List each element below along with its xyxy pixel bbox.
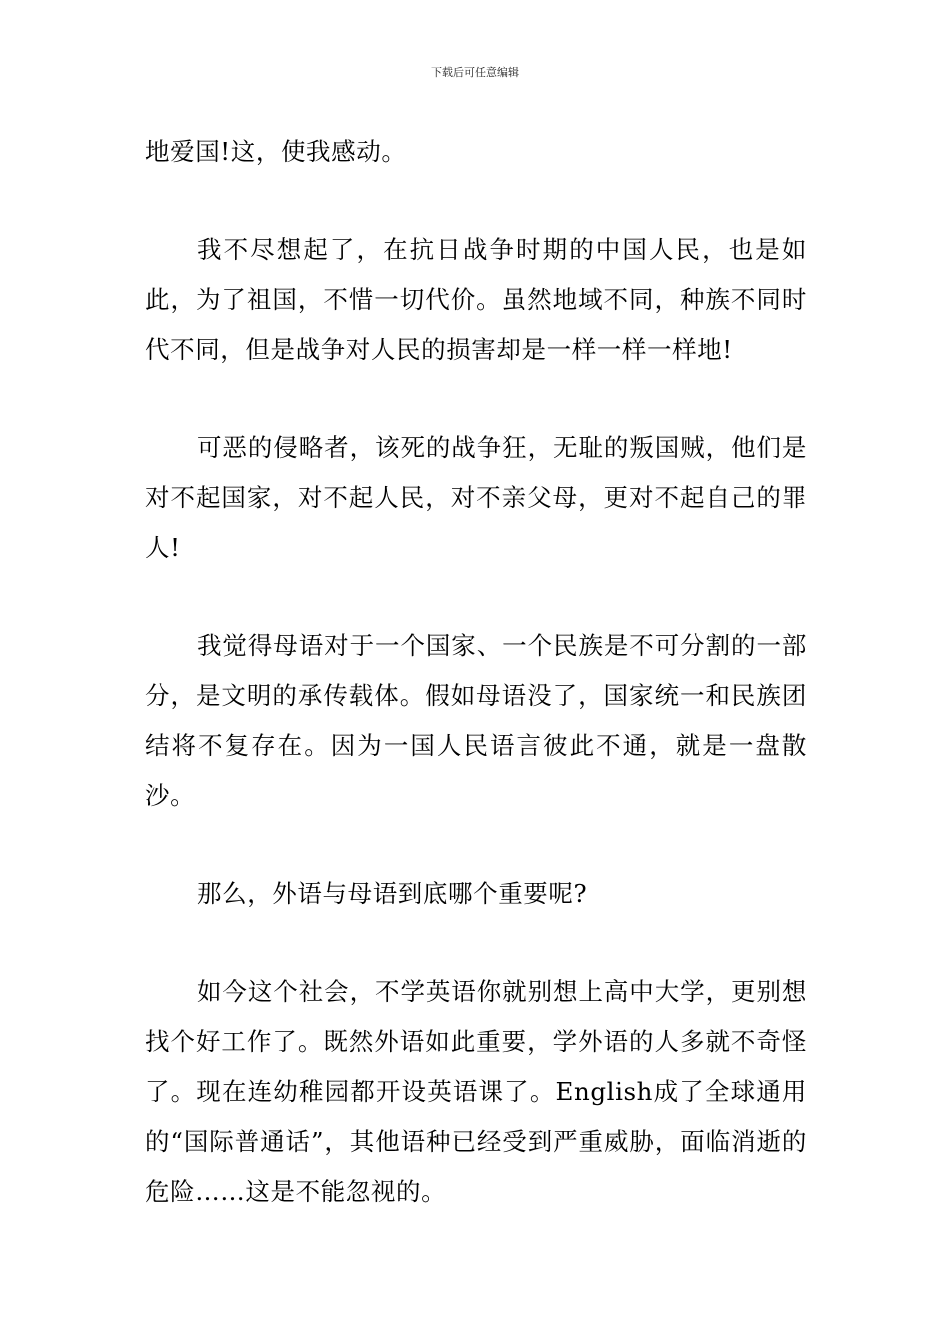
paragraph-1: 地爱国!这，使我感动。 — [145, 137, 407, 166]
paragraph-4: 我觉得母语对于一个国家、一个民族是不可分割的一部分，是文明的承传载体。假如母语没了，国家统一和民族团结将不复存在。因为一国人民语言彼此不通，就是一盘散沙。 — [145, 631, 807, 810]
paragraph-2: 我不尽想起了，在抗日战争时期的中国人民，也是如此，为了祖国，不惜一切代价。虽然地域不同，种族不同时代不同，但是战争对人民的损害却是一样一样一样地! — [145, 235, 807, 364]
paragraph-3: 可恶的侵略者，该死的战争狂，无耻的叛国贼，他们是对不起国家，对不起人民，对不亲父母，更对不起自己的罪人! — [145, 433, 807, 562]
paragraph-5: 那么，外语与母语到底哪个重要呢? — [197, 879, 588, 908]
document-body — [145, 127, 807, 1217]
paragraph-6: 如今这个社会，不学英语你就别想上高中大学，更别想找个好工作了。既然外语如此重要，学外语的人多就不奇怪了。现在连幼稚园都开设英语课了。English成了全球通用的“国际普通话”，其他语种已经受到严重威胁，面临消逝的危险……这是不能忽视的。 — [145, 977, 807, 1206]
page-header: 下载后可任意编辑 — [431, 66, 519, 79]
